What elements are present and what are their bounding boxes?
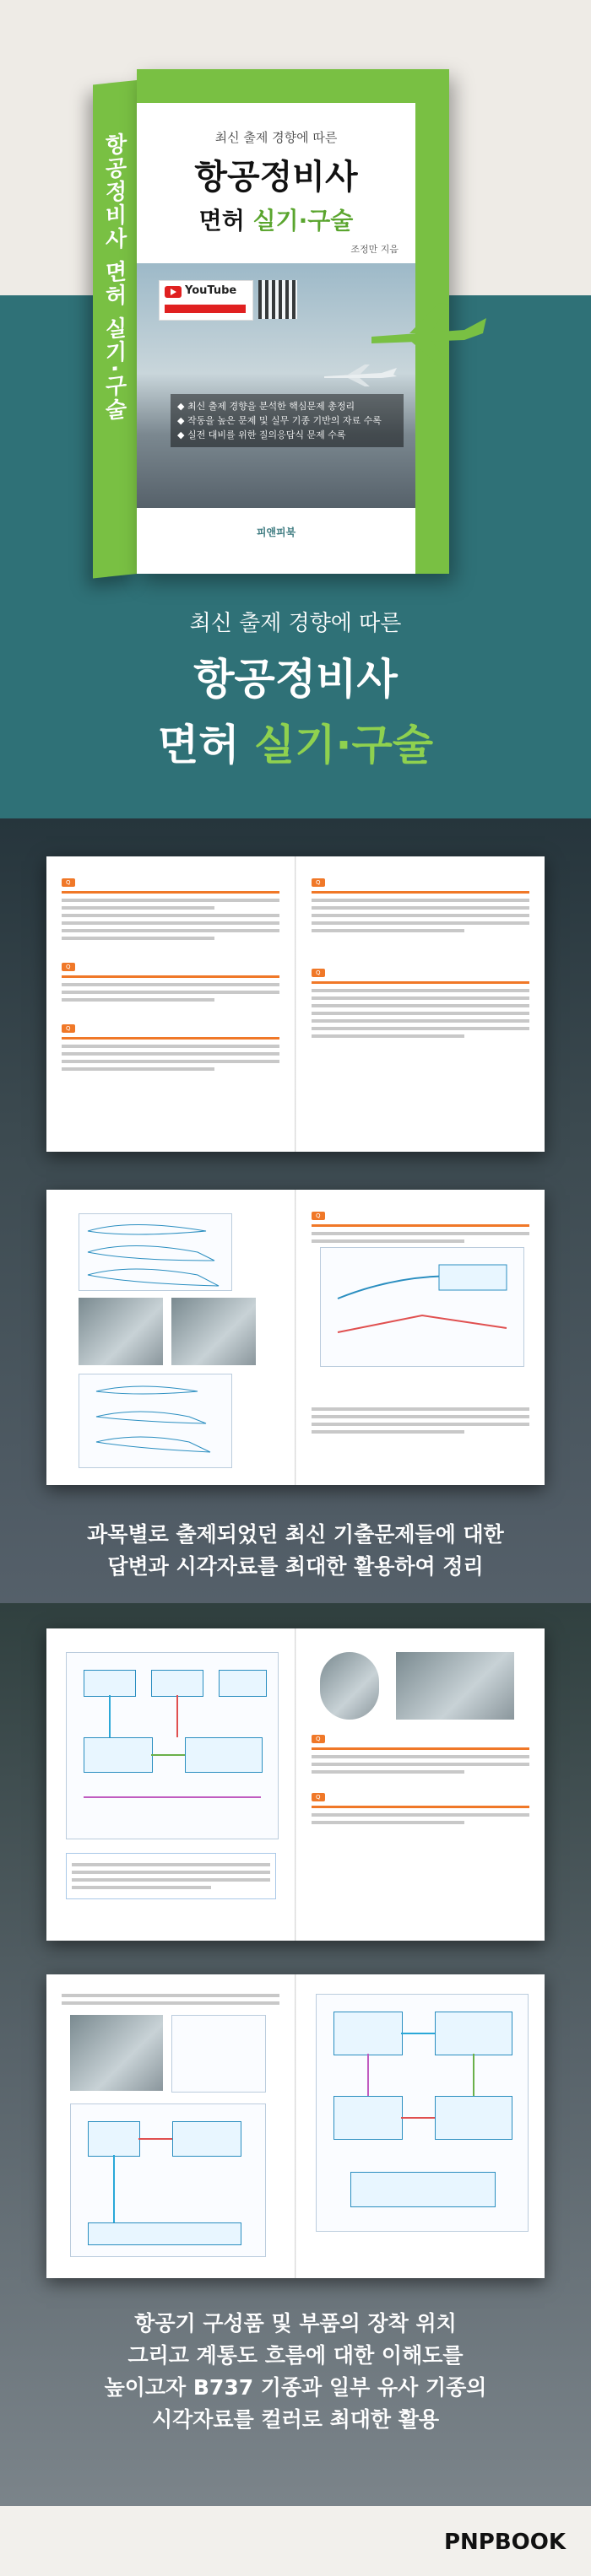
qr-code-icon [258, 280, 297, 319]
question-tag: Q [312, 1793, 325, 1801]
wing-flap-diagram [79, 1213, 232, 1291]
conditioning-pack-photo [70, 2015, 163, 2091]
cover-author: 조정만 지음 [350, 244, 399, 255]
hero-title-line2 [0, 711, 591, 772]
cover-bullet: ◆ 실전 대비를 위한 질의응답식 문제 수록 [177, 429, 346, 440]
question-tag: Q [62, 963, 75, 971]
cover-bullet-list [171, 394, 404, 447]
sample-page-left [62, 872, 279, 1075]
air-conditioning-schematic [70, 2103, 266, 2257]
sample-spread [46, 1628, 545, 1941]
sample-pages-section-1 [0, 818, 591, 1603]
question-tag: Q [312, 1735, 325, 1743]
component-photo [396, 1652, 514, 1720]
component-photo [320, 1652, 379, 1720]
cover-header: 최신 출제 경향에 따른 [214, 130, 338, 145]
question-tag: Q [312, 878, 325, 887]
youtube-bar [165, 305, 246, 313]
hero-title-accent: 실기·구술 [253, 721, 434, 770]
question-tag: Q [312, 969, 325, 977]
cover-bullet: ◆ 최신 출제 경향을 분석한 핵심문제 총정리 [177, 401, 355, 412]
system-schematic [66, 1652, 279, 1839]
footer [0, 2506, 591, 2576]
flap-photo [79, 1298, 163, 1365]
question-tag: Q [62, 878, 75, 887]
cover-title-prefix: 면허 [198, 207, 253, 235]
hero-title: 항공정비사 [193, 655, 398, 704]
hero-title-prefix: 면허 [157, 721, 254, 770]
air-conditioning-flow-diagram [316, 1994, 529, 2232]
section2-caption [0, 2308, 591, 2436]
cover-bullet: ◆ 작동을 높은 문제 및 실무 기종 기반의 자료 수록 [177, 415, 382, 426]
explanation-box [66, 1853, 276, 1899]
sample-spread [46, 1974, 545, 2278]
caption-line: 높이고자 B737 기종과 일부 유사 기종의 [104, 2375, 487, 2400]
airplane-icon [323, 365, 399, 386]
caption-line: 시각자료를 컬러로 최대한 활용 [151, 2407, 440, 2432]
sample-page-right [312, 872, 529, 1042]
cover-title-line2 [137, 203, 415, 236]
airplane-icon [363, 300, 490, 367]
caption-line: 그리고 계통도 흐름에 대한 이해도를 [127, 2343, 464, 2368]
question-tag: Q [312, 1212, 325, 1220]
caption-line: 과목별로 출제되었던 최신 기출문제들에 대한 [87, 1522, 504, 1547]
cover-title-accent: 실기·구술 [252, 207, 354, 235]
caption-line: 항공기 구성품 및 부품의 장착 위치 [134, 2311, 457, 2336]
hero-subtitle: 최신 출제 경향에 따른 [189, 611, 402, 636]
sample-page-right [312, 1644, 529, 1828]
sample-spread [46, 1190, 545, 1485]
spine-text: 항공정비사 면허 실기·구술 [101, 132, 127, 424]
sample-pages-section-2 [0, 1603, 591, 2506]
flap-types-diagram [79, 1374, 232, 1468]
question-tag: Q [62, 1024, 75, 1033]
youtube-badge [159, 280, 253, 321]
sample-spread [46, 856, 545, 1152]
pack-label-diagram [171, 2015, 266, 2093]
sample-page-right [312, 1205, 529, 1438]
brand-logo: PNPBOOK [443, 2530, 566, 2555]
book-spine [93, 80, 137, 578]
youtube-label: YouTube [185, 284, 237, 297]
cover-top-band [137, 69, 449, 103]
cover-publisher: 피앤피북 [256, 527, 296, 538]
flap-photo [171, 1298, 256, 1365]
section1-caption [0, 1519, 591, 1583]
flap-system-diagram [320, 1247, 524, 1367]
sample-page-left [62, 1990, 279, 2009]
caption-line: 답변과 시각자료를 최대한 활용하여 정리 [107, 1554, 484, 1579]
cover-title: 항공정비사 [194, 158, 358, 197]
youtube-icon [165, 286, 182, 298]
